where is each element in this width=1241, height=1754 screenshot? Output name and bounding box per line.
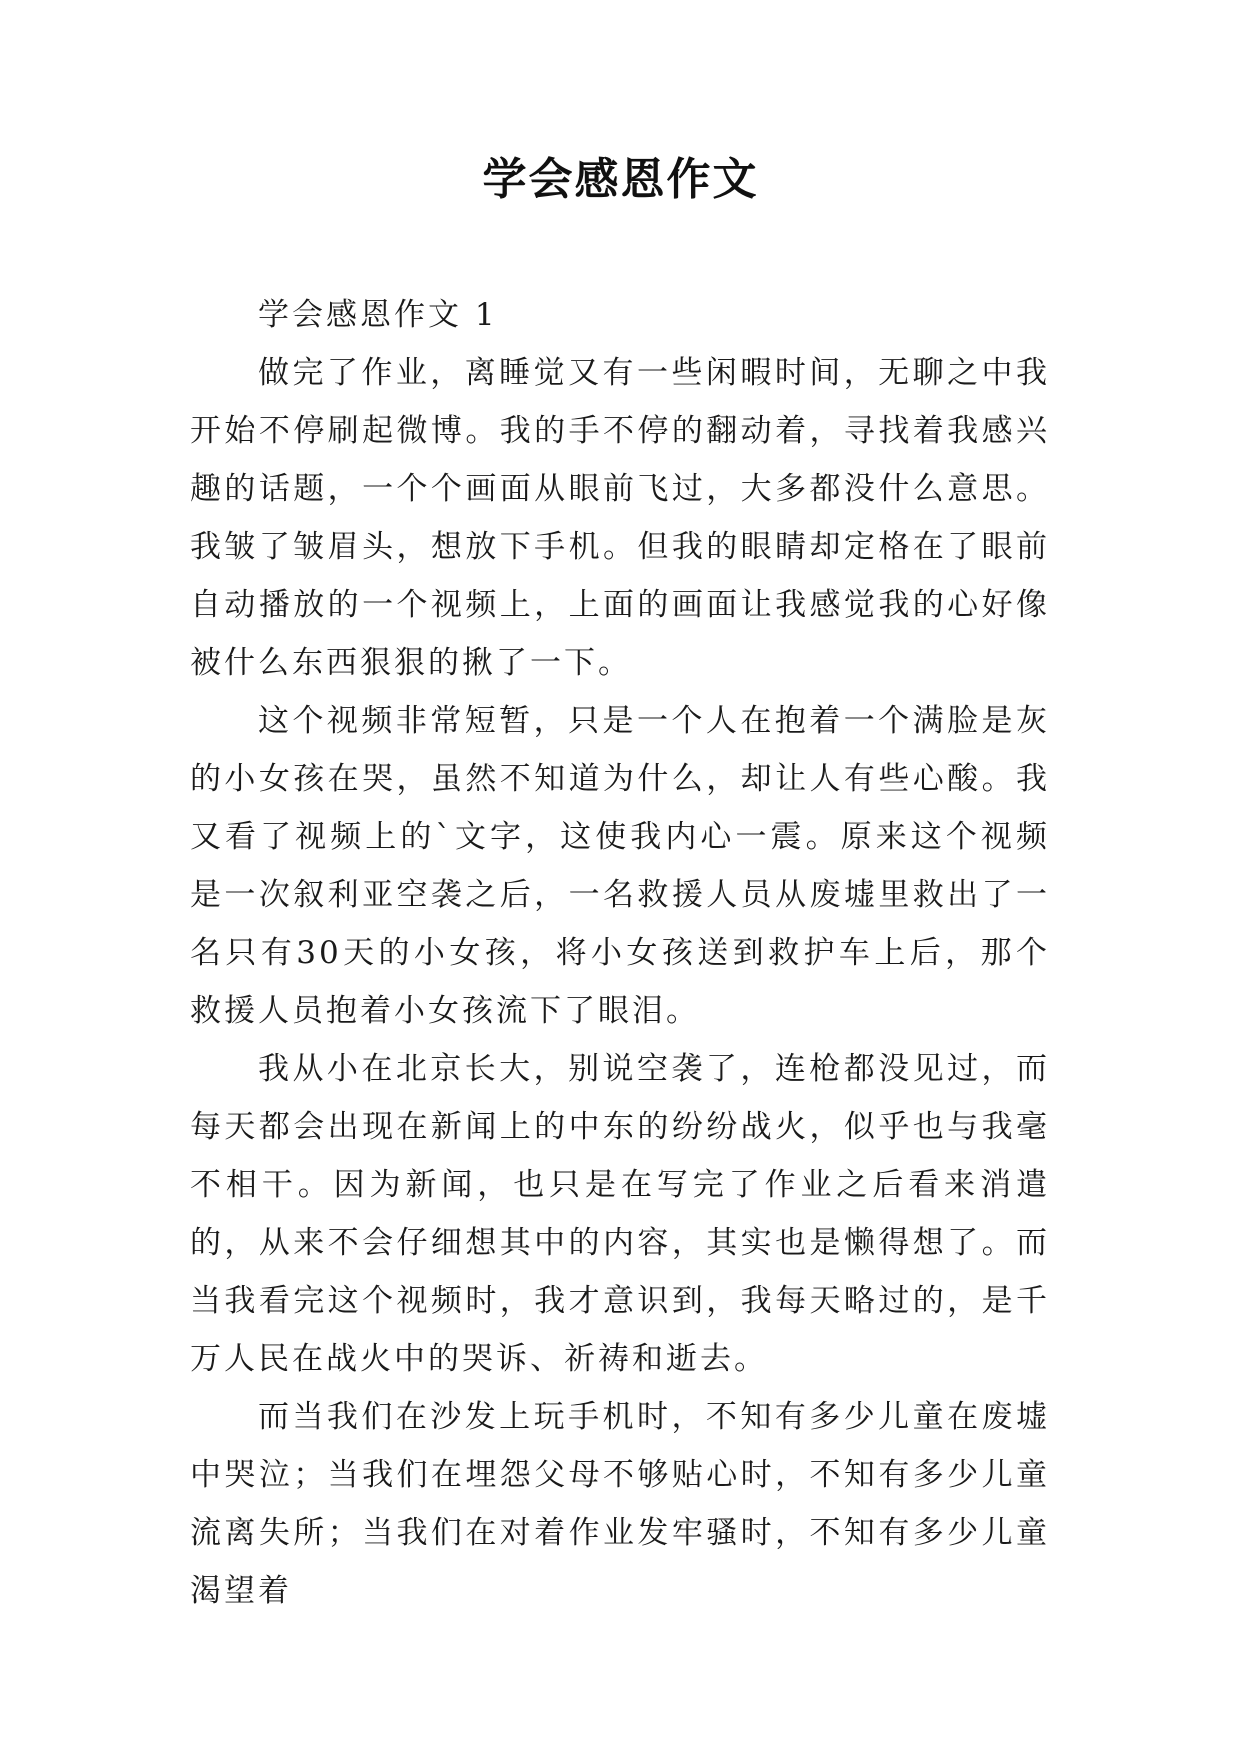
paragraph-2: 这个视频非常短暂，只是一个人在抱着一个满脸是灰的小女孩在哭，虽然不知道为什么，却让人有些心酸。我又看了视频上的`文字，这使我内心一震。原来这个视频是一次叙利亚空袭之后，一名救援人员从废墟里救出了一名只有30天的小女孩，将小女孩送到救护车上后，那个救援人员抱着小女孩流下了眼泪。: [190, 703, 1050, 1029]
paragraph-3: 我从小在北京长大，别说空袭了，连枪都没见过，而每天都会出现在新闻上的中东的纷纷战火，似乎也与我毫不相干。因为新闻，也只是在写完了作业之后看来消遣的，从来不会仔细想其中的内容，其实也是懒得想了。而当我看完这个视频时，我才意识到，我每天略过的，是千万人民在战火中的哭诉、祈祷和逝去。: [190, 1051, 1050, 1377]
section-heading: 学会感恩作文 1: [258, 297, 498, 333]
document-body: [190, 286, 1050, 1620]
paragraph-4: 而当我们在沙发上玩手机时，不知有多少儿童在废墟中哭泣；当我们在埋怨父母不够贴心时，不知有多少儿童流离失所；当我们在对着作业发牢骚时，不知有多少儿童渴望着: [190, 1399, 1050, 1609]
document-title: 学会感恩作文: [482, 154, 759, 205]
paragraph-1: 做完了作业，离睡觉又有一些闲暇时间，无聊之中我开始不停刷起微博。我的手不停的翻动着，寻找着我感兴趣的话题，一个个画面从眼前飞过，大多都没什么意思。我皱了皱眉头，想放下手机。但我的眼睛却定格在了眼前自动播放的一个视频上，上面的画面让我感觉我的心好像被什么东西狠狠的揪了一下。: [190, 355, 1050, 681]
